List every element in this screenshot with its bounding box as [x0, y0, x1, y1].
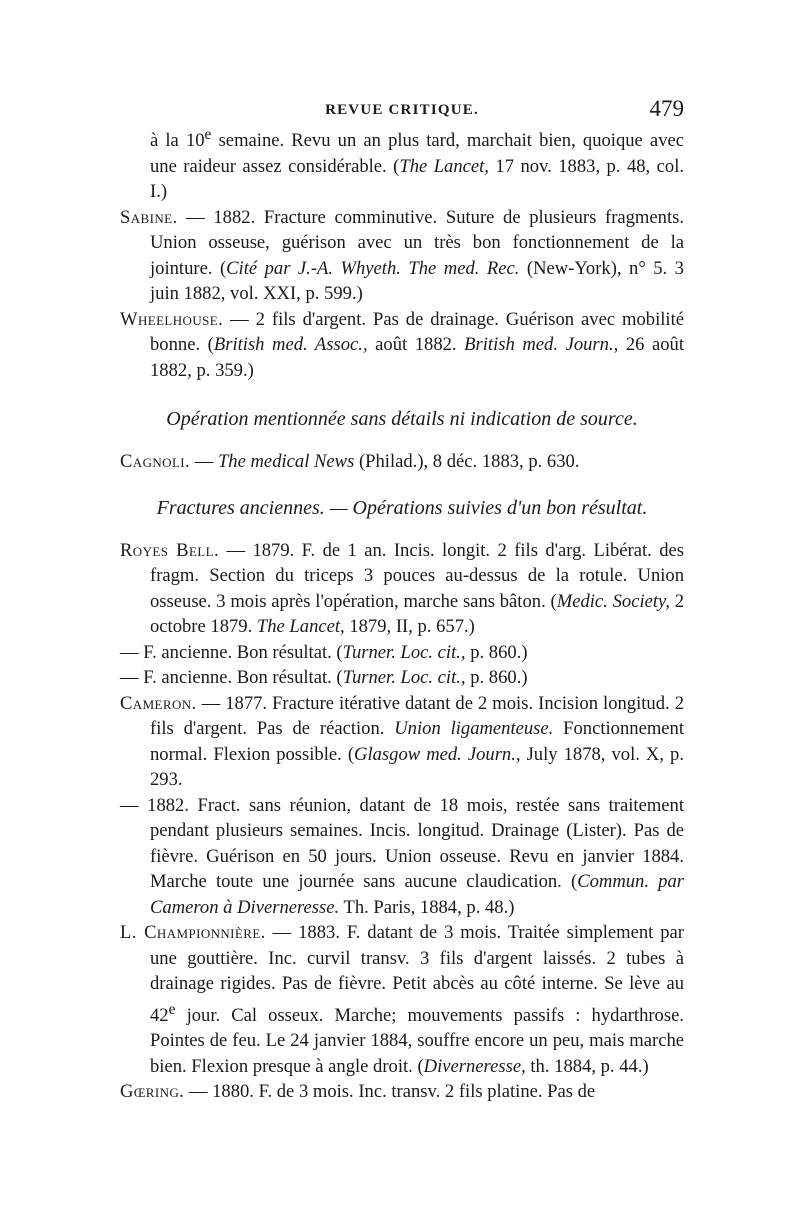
entry-text: 2 octobre 1879. [150, 590, 684, 638]
citation-title: Cité par J.-A. Whyeth. The med. Rec. [226, 257, 520, 279]
entry-cameron [120, 691, 684, 793]
entry-sabine [120, 205, 684, 307]
entry-text: — F. ancienne. Bon résultat. ( [120, 667, 343, 689]
author-name: Royes Bell. [120, 539, 220, 561]
citation-title: Diverneresse, [423, 1055, 526, 1077]
citation-title: Medic. Society, [556, 590, 670, 612]
citation-title: The Lancet, [256, 616, 345, 638]
entry-text: — 1882. Fract. sans réunion, datant de 18 mois, restée sans traitement pendant plusieurs semaines. Incis. longitud. Drainage (Lister). Pas de fièvre. Guérison en 50 jours. Union osseuse. Revu en janvier 1884. Marche toute une journée sans aucune claudication. ( [120, 794, 684, 893]
superscript: e [168, 1000, 176, 1018]
citation-title: The Lancet, [399, 155, 489, 177]
citation-title: The medical News [217, 450, 355, 472]
entry-text: jour. Cal osseux. Marche; mouvements passifs : hydarthrose. Pointes de feu. Le 24 janvier 1884, souffre encore un peu, mais marche bien. Flexion presque à angle droit. ( [150, 1004, 684, 1077]
entry-text: July 1878, vol. X, p. 293. [150, 743, 684, 791]
running-head: REVUE CRITIQUE. [325, 102, 479, 118]
entry-text: — F. ancienne. Bon résultat. ( [120, 641, 343, 663]
entry-text: 1879, II, p. 657.) [344, 616, 475, 638]
entry-text: 26 août 1882, p. 359.) [150, 334, 685, 381]
entry-cameron-1882 [120, 793, 684, 921]
section-heading-no-source: Opération mentionnée sans détails ni indication de source. [166, 408, 638, 431]
citation-title: Union ligamenteuse. [394, 718, 554, 740]
citation-title: Turner. Loc. cit., [342, 641, 466, 663]
entry-text: — 2 fils d'argent. Pas de drainage. Guérison avec mobilité bonne. ( [150, 308, 684, 356]
entry-text: 17 nov. 1883, p. 48, col. I.) [150, 155, 685, 203]
entry-text: p. 860.) [465, 641, 528, 663]
entry-text: (New-York), n° 5. 3 juin 1882, vol. XXI, p. 599.) [150, 257, 684, 305]
author-name: Gœring. [120, 1081, 185, 1103]
entry-text: th. 1884, p. 44.) [525, 1055, 649, 1077]
entry-text: Th. Paris, 1884, p. 48.) [339, 896, 515, 918]
entry-continuation [120, 122, 684, 205]
citation-title: Glasgow med. Journ., [354, 743, 521, 765]
citation-title: British med. Assoc., [213, 334, 368, 356]
section-heading-old-fractures: Fractures anciennes. — Opérations suivies d'un bon résultat. [156, 497, 648, 520]
entry-championniere [120, 920, 684, 1079]
entry-text: — 1883. F. datant de 3 mois. Traitée simplement par une gouttière. Inc. curvil transv. 3 fils d'argent laissés. 2 tubes à drainage rigides. Pas de fièvre. Petit abcès au côté interne. Se lève au 42 [150, 922, 684, 1026]
entry-text: (Philad.), 8 déc. 1883, p. 630. [354, 450, 580, 472]
entry-text: semaine. Revu un an plus tard, marchait bien, quoique avec une raideur assez considérable. ( [150, 130, 684, 177]
author-name: Cagnoli. [120, 450, 191, 472]
entry-text: août 1882. [367, 334, 465, 356]
author-name: Wheelhouse. [120, 308, 224, 330]
entry-turner-2 [120, 665, 684, 691]
entry-text: à la 10 [150, 130, 205, 152]
page-body [120, 122, 684, 1105]
entry-cagnoli [120, 449, 684, 475]
entry-text: — 1880. F. de 3 mois. Inc. transv. 2 fils platine. Pas de [184, 1081, 596, 1103]
superscript: e [204, 126, 212, 143]
page-number: 479 [649, 96, 684, 121]
citation-title: Turner. Loc. cit., [342, 667, 466, 689]
author-name: Cameron. [120, 692, 197, 714]
entry-goering [120, 1079, 684, 1105]
author-name: Sabine. [120, 206, 178, 228]
citation-title: Commun. par Cameron à Diverneresse. [150, 871, 684, 918]
entry-text: Fonctionnement normal. Flexion possible. ( [150, 718, 685, 765]
entry-text: — 1877. Fracture itérative datant de 2 mois. Incision longitud. 2 fils d'argent. Pas de réaction. [150, 692, 684, 740]
author-name: L. Championnière. [120, 922, 266, 944]
entry-wheelhouse [120, 307, 684, 384]
entry-royes-bell [120, 538, 684, 640]
citation-title: British med. Journ., [464, 334, 619, 356]
entry-text: — 1882. Fracture comminutive. Suture de plusieurs fragments. Union osseuse, guérison avec un très bon fonctionnement de la jointure. ( [150, 206, 684, 279]
entry-text: p. 860.) [465, 667, 528, 689]
entry-text: — 1879. F. de 1 an. Incis. longit. 2 fils d'arg. Libérat. des fragm. Section du triceps 3 pouces au-dessus de la rotule. Union osseuse. 3 mois après l'opération, marche sans bâton. ( [150, 539, 684, 612]
entry-text: — [190, 450, 218, 472]
entry-turner-1 [120, 640, 684, 666]
